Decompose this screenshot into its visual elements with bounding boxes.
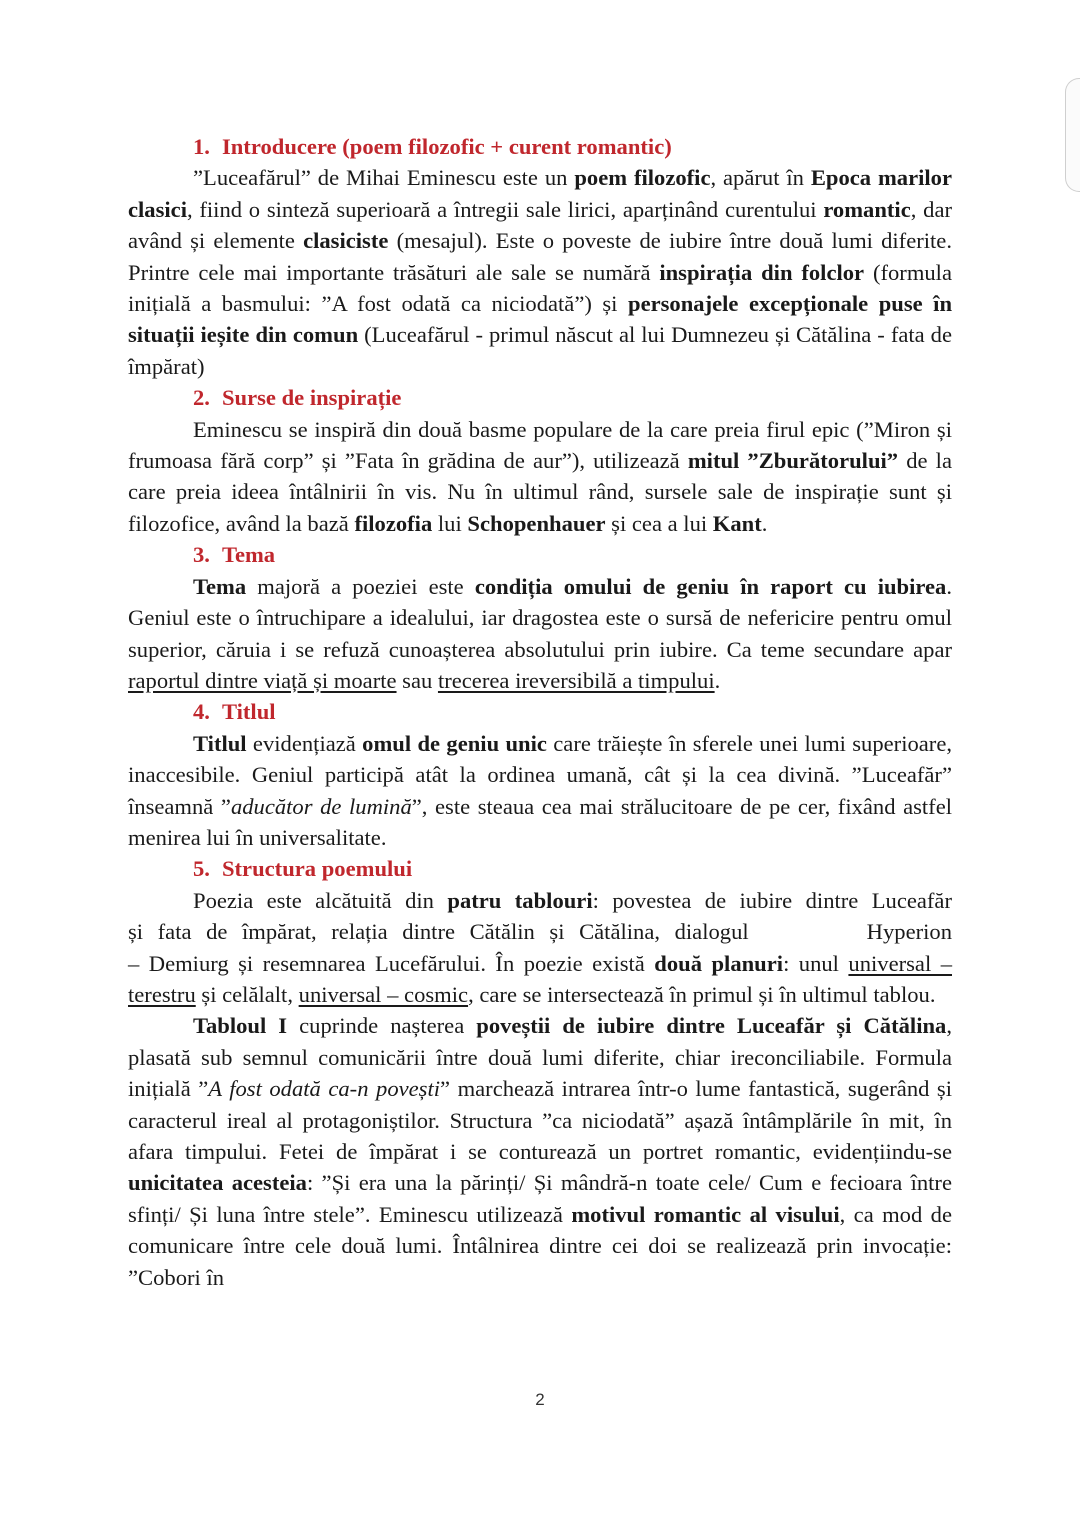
- section-3-heading: [128, 539, 952, 570]
- section-1-title: Introducere (poem filozofic + curent romantic): [221, 134, 672, 159]
- section-5-paragraph-2: Tabloul I cuprinde nașterea poveștii de iubire dintre Luceafăr și Cătălina, plasată sub semnul comunicării între două lumi diferite, chiar ireconciliabile. Formula inițială ”A fost odată ca-n povești” marchează intrarea într-o lume fantastică, sugerând și caracterul ireal al protagoniștilor. Structura ”ca niciodată” așază întâmplările în mit, în afara timpului. Fetei de împărat i se conturează un portret romantic, evidențiindu-se unicitatea acesteia: ”Și era una la părinți/ Și mândră-n toate cele/ Cum e fecioara între sfinți/ Și luna între stele”. Eminescu utilizează motivul romantic al visului, ca mod de comunicare între cele două lumi. Întâlnirea dintre cei doi se realizează prin invocație: ”Cobori în: [128, 1013, 953, 1290]
- section-5-heading: [128, 853, 952, 884]
- section-1-number: 1.: [193, 134, 210, 159]
- section-5-line-1: Poezia este alcătuită din patru tablouri: povestea de iubire dintre Luceafăr: [193, 887, 952, 913]
- section-3-title: Tema: [221, 542, 276, 568]
- section-4-heading: [128, 696, 952, 727]
- section-2-heading: [128, 382, 952, 413]
- section-5-line-3: – Demiurg și resemnarea Lucefărului. În poezie există două planuri: unul universal – terestru și celălalt, universal – cosmic, care se intersectează în primul și în ultimul tablou.: [128, 950, 952, 1007]
- section-2-paragraph: Eminescu se inspiră din două basme populare de la care preia firul epic (”Miron și frumoasa fără corp” și ”Fata în grădina de aur”), utilizează mitul ”Zburătorului” de la care preia ideea întâlnirii în vis. Nu în ultimul rând, sursele sale de inspirație sunt și filozofice, având la bază filozofia lui Schopenhauer și cea a lui Kant.: [128, 416, 952, 536]
- page-content: [128, 131, 952, 1293]
- section-4-paragraph: Titlul evidențiază omul de geniu unic care trăiește în sferele unei lumi superioare, inaccesibile. Geniul participă atât la ordinea umană, cât și la cea divină. ”Luceafăr” înseamnă ”aducător de lumină”, este steaua cea mai strălucitoare de pe cer, fixând astfel menirea lui în universalitate.: [128, 730, 953, 850]
- section-5-paragraph-1: [128, 885, 952, 1011]
- section-1-heading: [128, 131, 952, 162]
- section-1-paragraph: ”Luceafărul” de Mihai Eminescu este un poem filozofic, apărut în Epoca marilor clasici, fiind o sinteză superioară a întregii sale lirici, aparținând curentului romantic, dar având și elemente clasiciste (mesajul). Este o poveste de iubire între două lumi diferite. Printre cele mai importante trăsături ale sale se numără inspirația din folclor (formula inițială a basmului: ”A fost odată ca niciodată”) și personajele excepționale puse în situații ieșite din comun (Luceafărul - primul născut al lui Dumnezeu și Cătălina - fata de împărat): [128, 165, 953, 379]
- section-3-number: 3.: [193, 542, 210, 568]
- scrollbar-handle[interactable]: [1065, 78, 1080, 192]
- section-4-number: 4.: [193, 699, 210, 725]
- section-5-line-2: și fata de împărat, relația dintre Cătălin și Cătălina, dialogul Hyperion: [128, 919, 952, 945]
- section-2-number: 2.: [193, 385, 210, 411]
- section-2-title: Surse de inspirație: [221, 385, 402, 411]
- section-3-paragraph: Tema majoră a poeziei este condiția omului de geniu în raport cu iubirea. Geniul este o întruchipare a idealului, iar dragostea este o sursă de nefericire pentru omul superior, căruia i se refuză cunoașterea absolutului prin iubire. Ca teme secundare apar raportul dintre viață și moarte sau trecerea ireversibilă a timpului.: [128, 573, 952, 693]
- section-5-number: 5.: [193, 856, 210, 882]
- section-5-title: Structura poemului: [221, 856, 413, 882]
- page-number: 2: [535, 1390, 545, 1409]
- section-4-title: Titlul: [221, 699, 276, 725]
